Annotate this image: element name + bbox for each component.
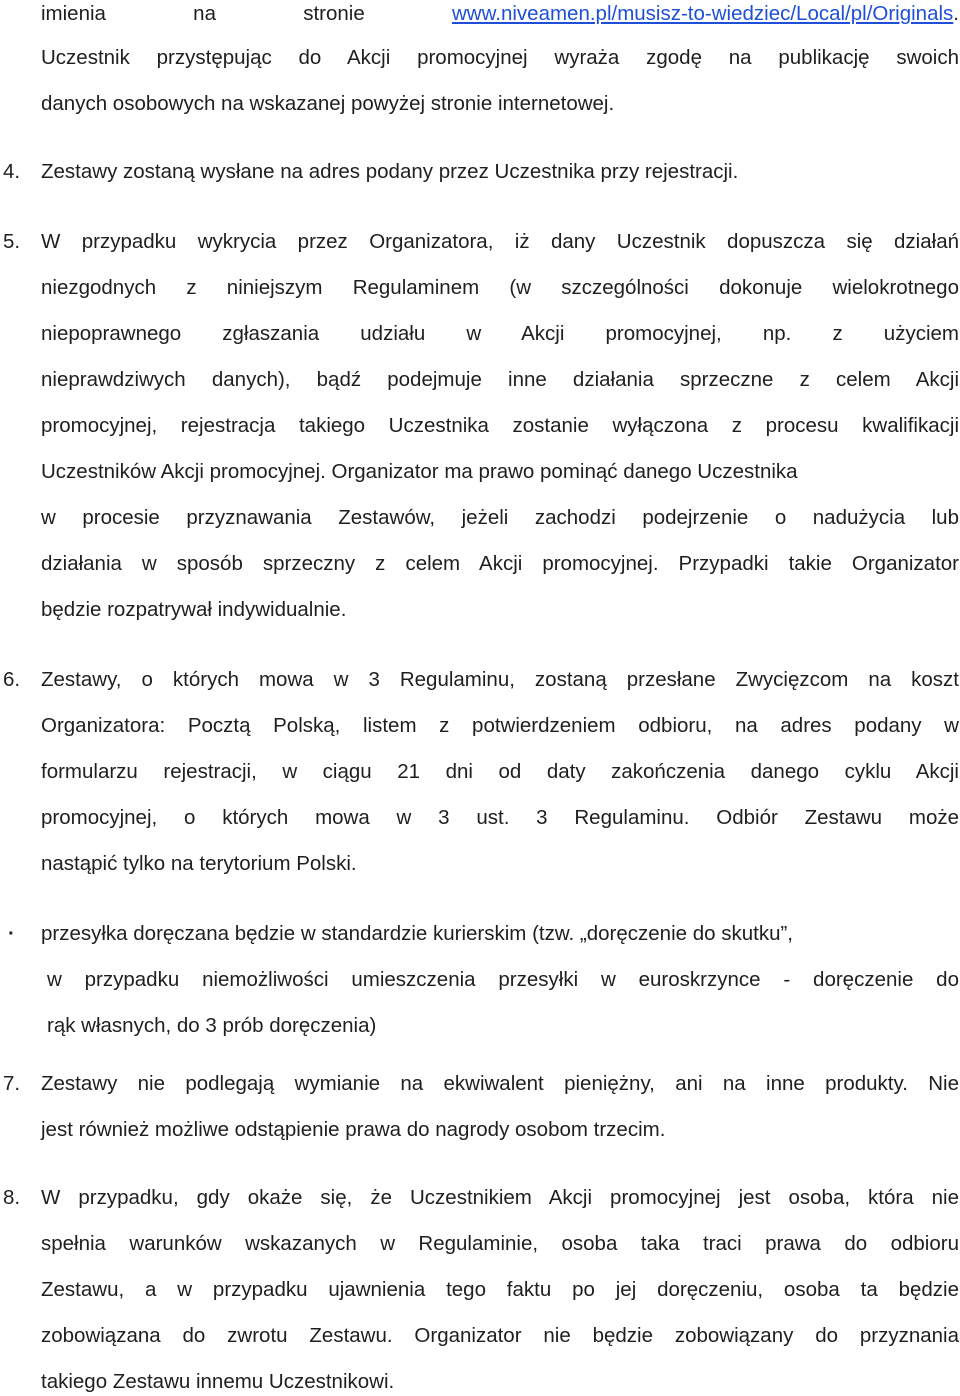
item-4-line-1: Zestawy zostaną wysłane na adres podany przez Uczestnika przy rejestracji. [41,160,739,183]
bullet-line-1: przesyłka doręczana będzie w standardzie kurierskim (tzw. „doręczenie do skutku”, [41,922,793,945]
item-5-line-2: niezgodnych z niniejszym Regulaminem (w szczególności dokonuje wielokrotnego [41,276,959,299]
item-7-line-1: Zestawy nie podlegają wymianie na ekwiwalent pieniężny, ani na inne produkty. Nie [41,1072,959,1095]
item-8-line-2: spełnia warunków wskazanych w Regulaminie, osoba taka traci prawa do odbioru [41,1232,959,1255]
item-5-line-7: w procesie przyznawania Zestawów, jeżeli zachodzi podejrzenie o nadużycia lub [41,506,959,529]
bullet-line-3: rąk własnych, do 3 prób doręczenia) [47,1014,377,1037]
item-5-line-5: promocyjnej, rejestracja takiego Uczestnika zostanie wyłączona z procesu kwalifikacji [41,414,959,437]
item-5-line-8: działania w sposób sprzeczny z celem Akcji promocyjnej. Przypadki takie Organizator [41,552,959,575]
bullet-line-2: w przypadku niemożliwości umieszczenia przesyłki w euroskrzynce - doręczenie do [47,968,959,991]
item-8-line-1: W przypadku, gdy okaże się, że Uczestnikiem Akcji promocyjnej jest osoba, która nie [41,1186,959,1209]
item-5-line-4: nieprawdziwych danych), bądź podejmuje inne działania sprzeczne z celem Akcji [41,368,959,391]
item-8-line-5: takiego Zestawu innemu Uczestnikowi. [41,1370,395,1393]
intro-line-2: Uczestnik przystępując do Akcji promocyjnej wyraża zgodę na publikację swoich [41,46,959,69]
item-8-line-3: Zestawu, a w przypadku ujawnienia tego faktu po jej doręczeniu, osoba ta będzie [41,1278,959,1301]
originals-link[interactable]: www.niveamen.pl/musisz-to-wiedziec/Local/pl/Originals [451,2,954,25]
item-5-line-1: W przypadku wykrycia przez Organizatora, iż dany Uczestnik dopuszcza się działań [41,230,959,253]
item-5-line-9: będzie rozpatrywał indywidualnie. [41,598,347,621]
item-7-line-2: jest również możliwe odstąpienie prawa do nagrody osobom trzecim. [41,1118,666,1141]
item-6-line-2: Organizatora: Pocztą Polską, listem z potwierdzeniem odbioru, na adres podany w [41,714,959,737]
item-6-line-5: nastąpić tylko na terytorium Polski. [41,852,357,875]
item-6-line-3: formularzu rejestracji, w ciągu 21 dni od daty zakończenia danego cyklu Akcji [41,760,959,783]
bullet-symbol: · [8,922,15,945]
intro-suffix: . [953,2,959,25]
item-6-line-1: Zestawy, o których mowa w 3 Regulaminu, zostaną przesłane Zwycięzcom na koszt [41,668,959,691]
item-5-number: 5. [3,230,21,253]
item-5-line-3: niepoprawnego zgłaszania udziału w Akcji promocyjnej, np. z użyciem [41,322,959,345]
intro-line-3: danych osobowych na wskazanej powyżej stronie internetowej. [41,92,615,115]
item-6-line-4: promocyjnej, o których mowa w 3 ust. 3 Regulaminu. Odbiór Zestawu może [41,806,959,829]
item-8-number: 8. [3,1186,21,1209]
item-8-line-4: zobowiązana do zwrotu Zestawu. Organizator nie będzie zobowiązany do przyznania [41,1324,959,1347]
item-4-number: 4. [3,160,21,183]
item-5-line-6: Uczestników Akcji promocyjnej. Organizator ma prawo pominąć danego Uczestnika [41,460,798,483]
item-6-number: 6. [3,668,21,691]
item-7-number: 7. [3,1072,21,1095]
intro-line-1 [41,0,959,28]
intro-prefix: imienia na stronie [41,2,452,25]
